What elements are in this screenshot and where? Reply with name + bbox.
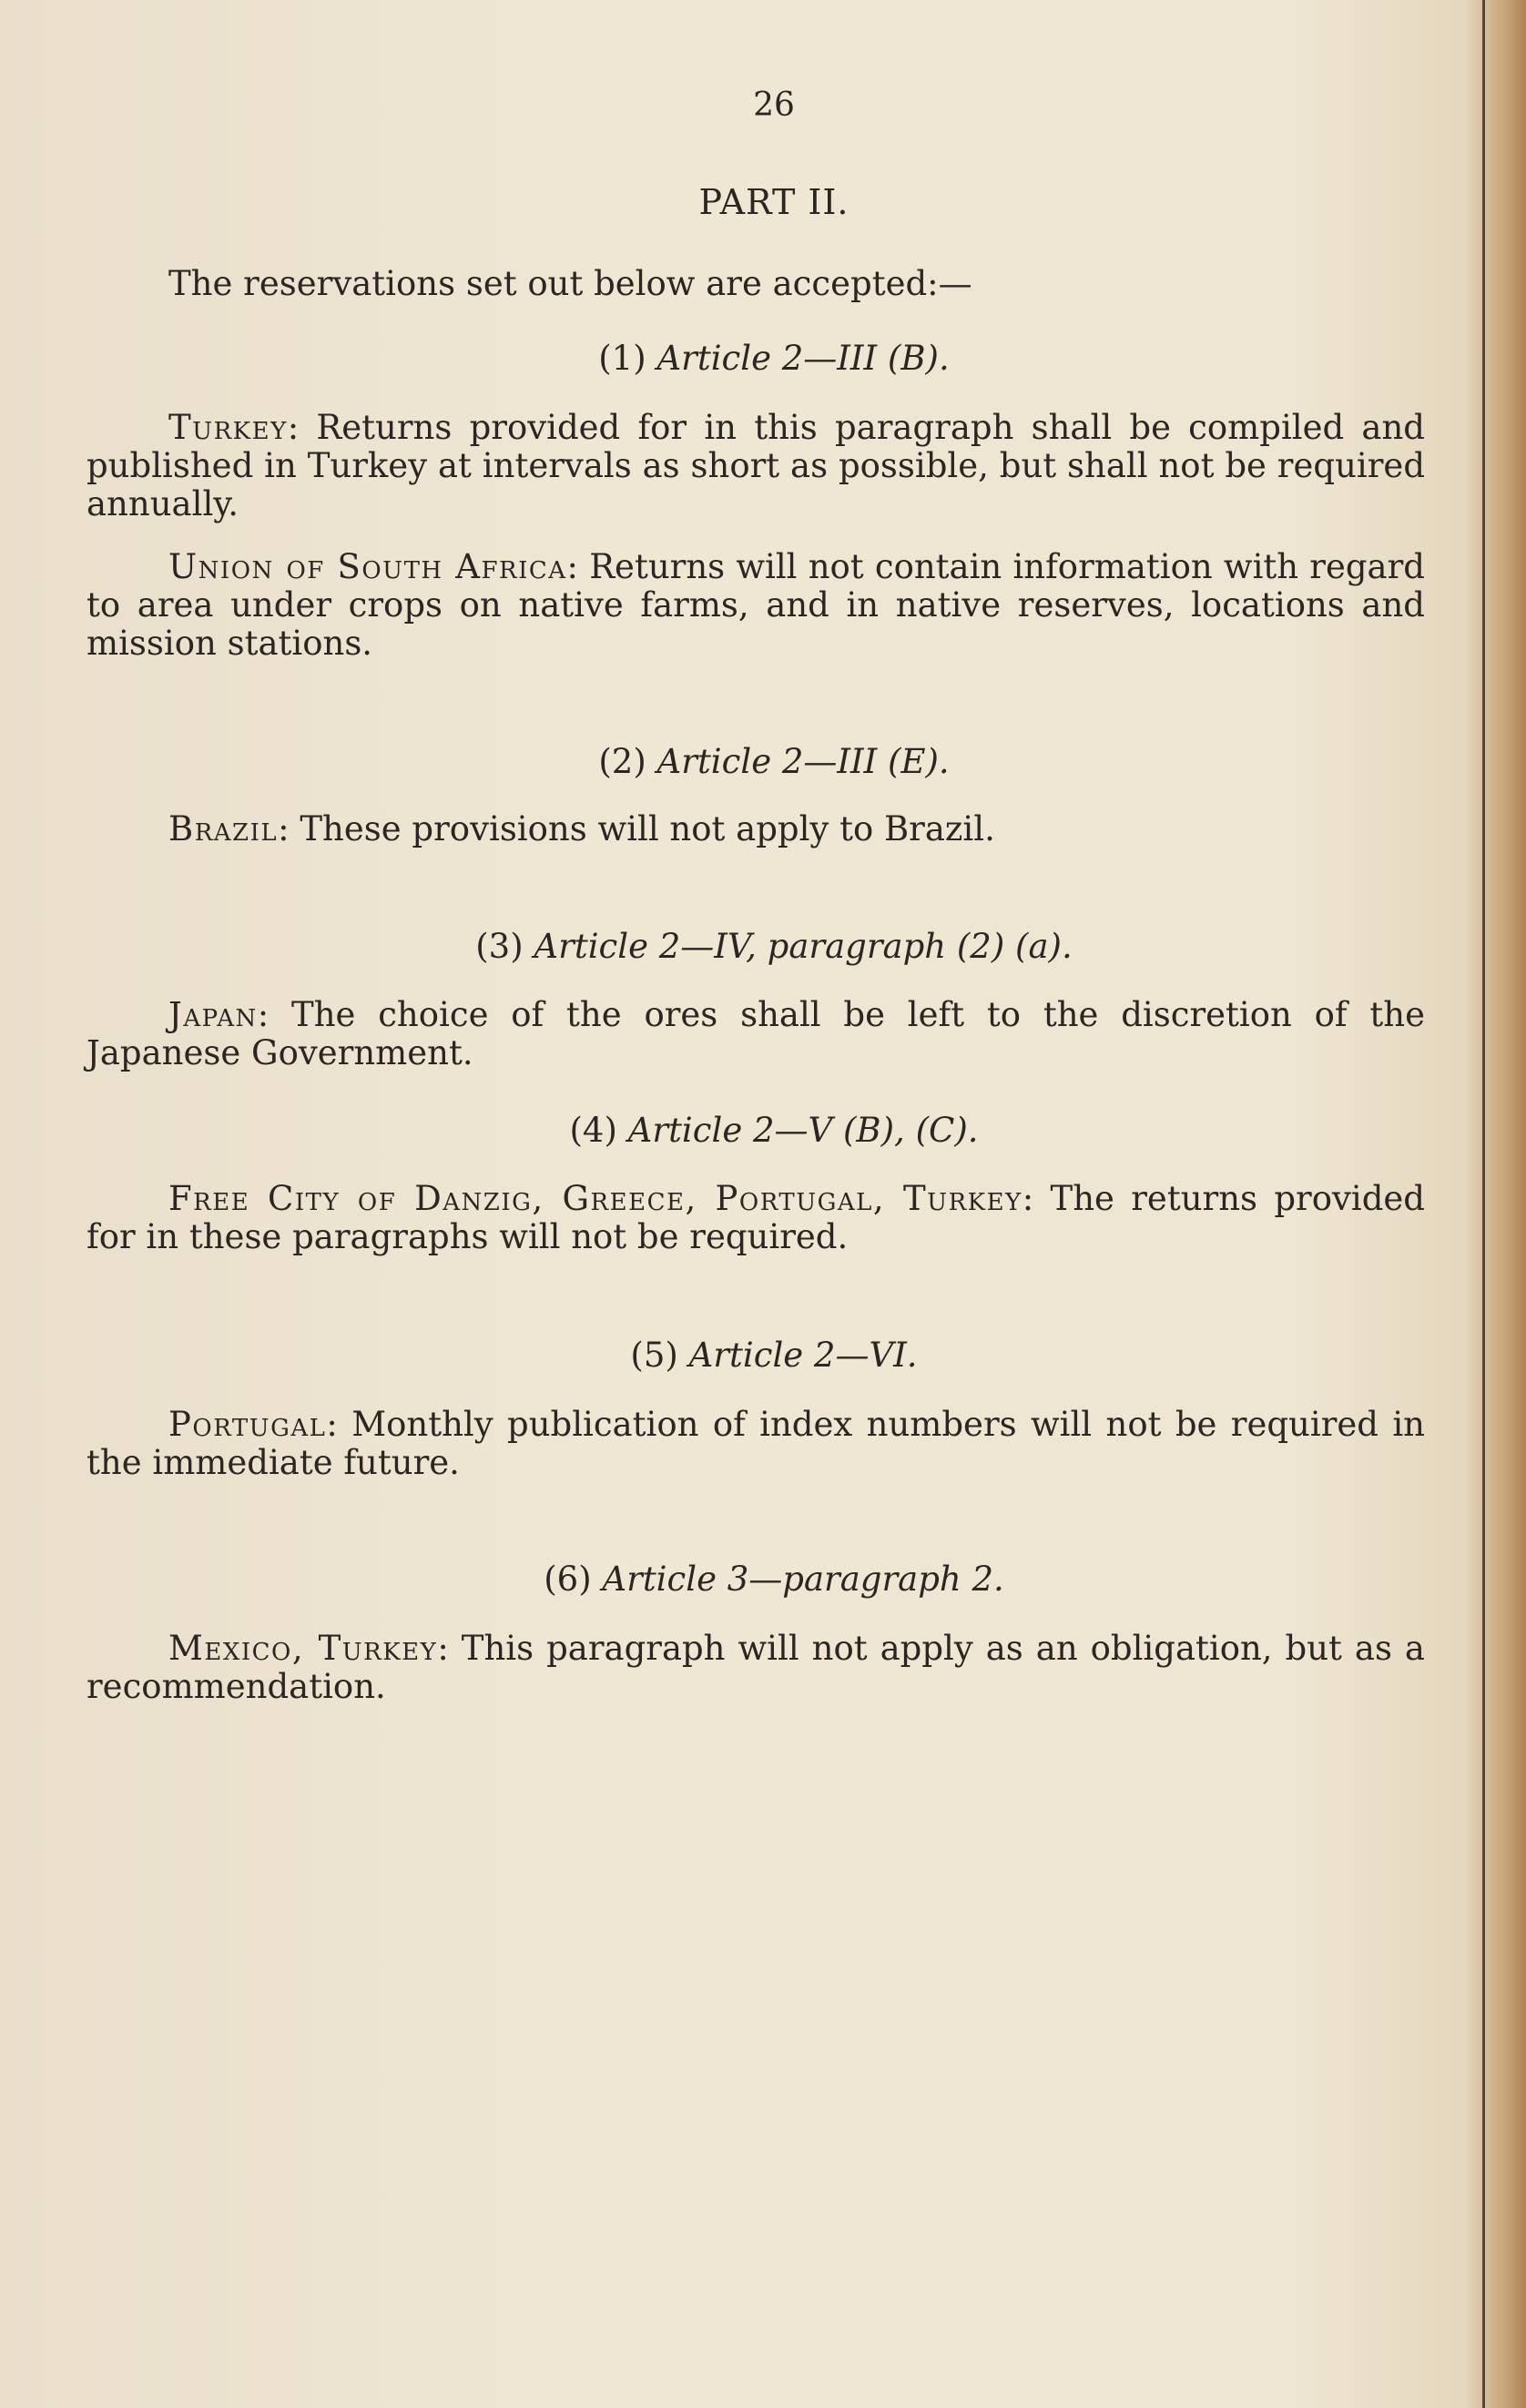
country-name: Japan <box>168 995 258 1034</box>
section-number: (2) <box>598 742 646 781</box>
section-heading-3 <box>86 927 1461 966</box>
reservation-text: : Monthly publication of index numbers will not be required in the immediate future. <box>86 1405 1425 1482</box>
country-name: Portugal <box>168 1405 327 1444</box>
country-name: Mexico, Turkey <box>168 1629 438 1668</box>
section-number: (3) <box>475 927 524 966</box>
article-reference: Article 2—V (B), (C). <box>627 1111 979 1150</box>
article-reference: Article 3—paragraph 2. <box>602 1560 1004 1599</box>
country-name: Free City of Danzig, Greece, Portugal, Turkey <box>168 1179 1022 1218</box>
reservation-text: : Returns will not contain information with regard to area under crops on native farms, and in native reserves, locations and mission stations. <box>86 547 1425 663</box>
reservation-paragraph <box>86 996 1425 1072</box>
reservation-paragraph <box>86 409 1425 523</box>
reservation-text: : These provisions will not apply to Brazil. <box>278 809 995 848</box>
page-edge <box>1482 0 1485 2408</box>
article-reference: Article 2—VI. <box>688 1336 918 1375</box>
section-number: (5) <box>630 1336 678 1375</box>
country-name: Union of South Africa <box>168 547 567 586</box>
reservation-paragraph <box>86 548 1425 663</box>
section-number: (6) <box>544 1560 592 1599</box>
country-name: Turkey <box>168 408 288 447</box>
part-title: PART II. <box>698 182 849 222</box>
article-reference: Article 2—IV, paragraph (2) (a). <box>534 927 1073 966</box>
section-heading-2 <box>86 742 1461 781</box>
section-number: (4) <box>569 1111 617 1150</box>
reservation-text: : The choice of the ores shall be left to the discretion of the Japanese Government. <box>86 995 1425 1072</box>
section-heading-5 <box>86 1336 1461 1375</box>
reservation-paragraph <box>86 810 1425 848</box>
page-number: 26 <box>753 86 795 124</box>
article-reference: Article 2—III (B). <box>656 339 950 378</box>
reservation-paragraph <box>86 1630 1425 1706</box>
reservation-text: : Returns provided for in this paragraph shall be compiled and published in Turkey at intervals as short as possible, but shall not be required annually. <box>86 408 1425 523</box>
section-heading-4 <box>86 1111 1461 1150</box>
section-heading-6 <box>86 1560 1461 1599</box>
reservation-paragraph <box>86 1180 1425 1256</box>
article-reference: Article 2—III (E). <box>656 742 950 781</box>
reservation-text: : The returns provided for in these paragraphs will not be required. <box>86 1179 1425 1256</box>
reservation-paragraph <box>86 1406 1425 1482</box>
country-name: Brazil <box>168 809 279 848</box>
section-heading-1 <box>86 339 1461 378</box>
section-number: (1) <box>598 339 646 378</box>
reservation-text: : This paragraph will not apply as an obligation, but as a recommendation. <box>86 1629 1425 1706</box>
intro-text: The reservations set out below are accepted:— <box>168 264 972 303</box>
